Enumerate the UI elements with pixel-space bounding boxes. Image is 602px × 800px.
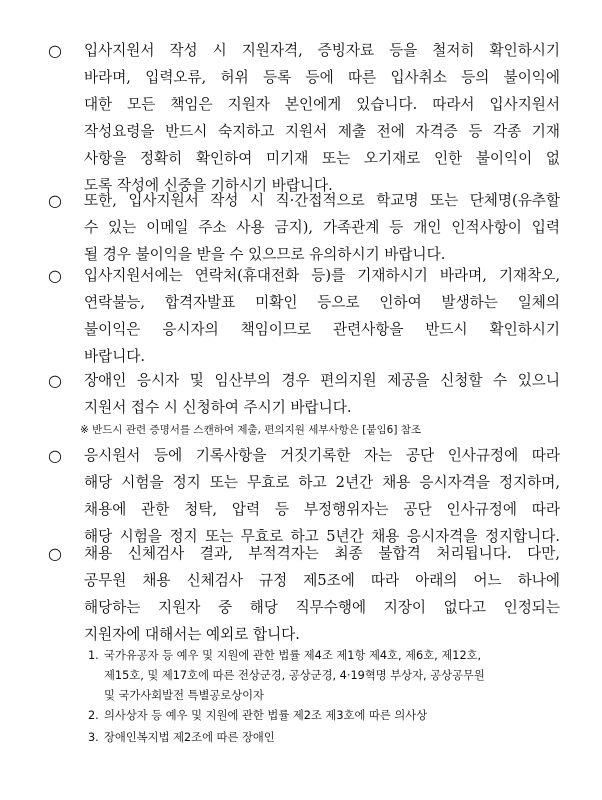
notice-line: 해당 시험을 정지 또는 무효로 하고 2년간 채용 응시자격을 정지하며, (84, 474, 560, 491)
notice-line: 장애인 응시자 및 임산부의 경우 편의지원 제공을 신청할 수 있으니 (84, 372, 560, 389)
bullet-icon: ○ (48, 191, 62, 210)
notice-line: 입사지원서 작성 시 지원자격, 증빙자료 등을 철저히 확인하시기 (84, 42, 560, 59)
notice-line: 작성요령을 반드시 숙지하고 지원서 제출 전에 자격증 등 각종 기재 (84, 123, 560, 140)
notice-line: 응시원서 등에 기록사항을 거짓기록한 자는 공단 인사규정에 따라 (84, 447, 560, 464)
notice-line: 연락불능, 합격자발표 미확인 등으로 인하여 발생하는 일체의 (84, 294, 560, 311)
notice-line: 채용에 관한 청탁, 압력 등 부정행위자는 공단 인사규정에 따라 (84, 501, 560, 518)
notice-line: 도록 작성에 신중을 기하시기 바랍니다. (84, 177, 333, 194)
list-item-line: 의사상자 등 예우 및 지원에 관한 법률 제2조 제3호에 따른 의사상 (104, 709, 428, 722)
notice-line: 대한 모든 책임은 지원자 본인에게 있습니다. 따라서 입사지원서 (84, 96, 560, 113)
list-item-line: 장애인복지법 제2조에 따른 장애인 (104, 731, 275, 744)
list-item-line: 국가유공자 등 예우 및 지원에 관한 법률 제4조 제1항 제4호, 제6호, 제12호, (104, 649, 482, 662)
list-number: 2. (88, 709, 99, 722)
notice-line: 사항을 정확히 확인하여 미기재 또는 오기재로 인한 불이익이 없 (84, 150, 560, 167)
list-item-line: 및 국가사회발전 특별공로상이자 (104, 689, 264, 702)
list-item-line: 제15호, 및 제17호에 따른 전상군경, 공상군경, 4·19혁명 부상자, 공상공무원 (104, 669, 485, 682)
list-number: 1. (88, 649, 99, 662)
notice-line: 바랍니다. (84, 348, 146, 365)
bullet-icon: ○ (48, 266, 62, 285)
bullet-icon: ○ (48, 371, 62, 390)
notice-line: 수 있는 이메일 주소 사용 금지), 가족관계 등 개인 인적사항이 입력 (84, 219, 560, 236)
notice-line: 공무원 채용 신체검사 규정 제5조에 따라 아래의 어느 하나에 (84, 572, 560, 589)
notice-line: 또한, 입사지원서 작성 시 직·간접적으로 학교명 또는 단체명(유추할 (84, 192, 560, 209)
notice-line: 입사지원서에는 연락처(휴대전화 등)를 기재하시기 바라며, 기재착오, (84, 267, 560, 284)
notice-line: 해당하는 지원자 중 해당 직무수행에 지장이 없다고 인정되는 (84, 599, 560, 616)
notice-line: 불이익은 응시자의 책임이므로 관련사항을 반드시 확인하시기 (84, 321, 560, 338)
notice-line: 될 경우 불이익을 받을 수 있으므로 유의하시기 바랍니다. (84, 246, 446, 263)
notice-line: 바라며, 입력오류, 허위 등록 등에 따른 입사취소 등의 불이익에 (84, 69, 560, 86)
notice-line: 해당 시험을 정지 또는 무효로 하고 5년간 채용 응시자격을 정지합니다. (84, 528, 560, 545)
bullet-icon: ○ (48, 446, 62, 465)
list-number: 3. (88, 731, 99, 744)
bullet-icon: ○ (48, 41, 62, 60)
notice-line: 채용 신체검사 결과, 부적격자는 최종 불합격 처리됩니다. 다만, (84, 545, 560, 562)
footnote: ※ 반드시 관련 증명서를 스캔하여 제출, 편의지원 세부사항은 [붙임6] 참조 (80, 424, 422, 436)
bullet-icon: ○ (48, 544, 62, 563)
notice-line: 지원자에 대해서는 예외로 합니다. (84, 626, 300, 643)
notice-line: 지원서 접수 시 신청하여 주시기 바랍니다. (84, 399, 352, 416)
